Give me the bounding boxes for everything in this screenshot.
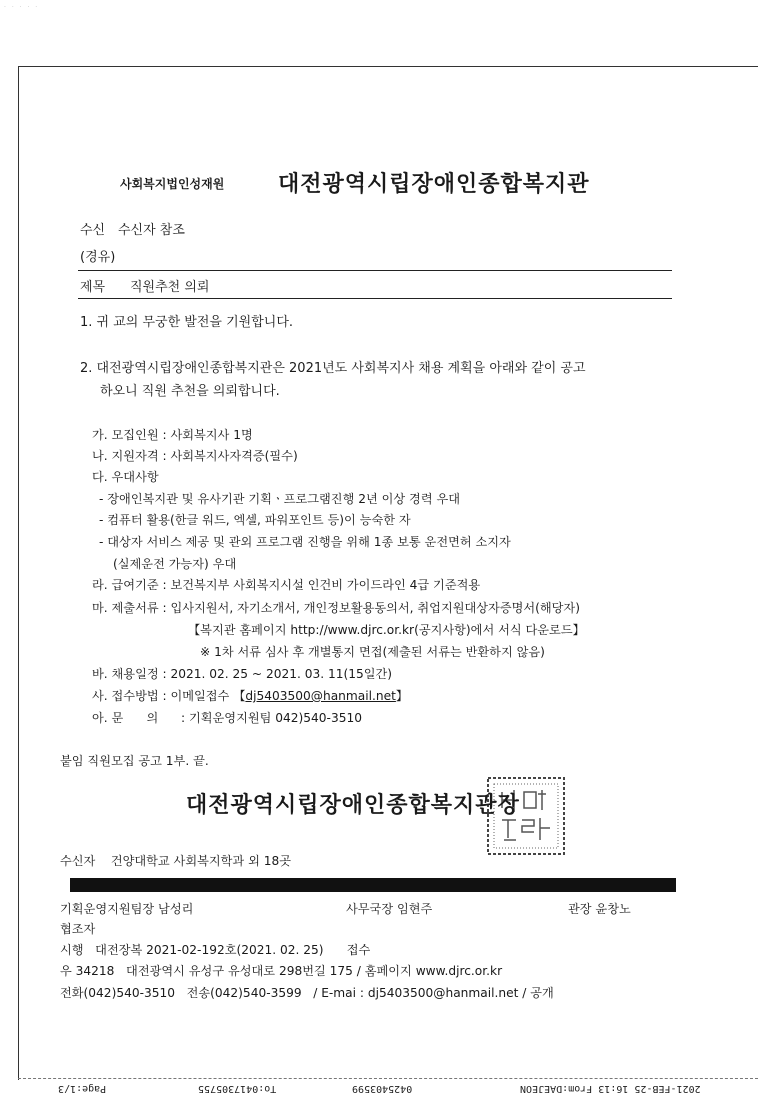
recipient-list: 수신자 건양대학교 사회복지학과 외 18곳 bbox=[60, 854, 291, 868]
meta-divider bbox=[78, 270, 672, 271]
item-sa bbox=[92, 687, 408, 704]
organization-title: 대전광역시립장애인종합복지관 bbox=[278, 172, 590, 197]
item-ba: 바. 채용일정 : 2021. 02. 25 ~ 2021. 03. 11(15일간) bbox=[92, 667, 393, 681]
paragraph-1: 1. 귀 교의 무궁한 발전을 기원합니다. bbox=[80, 315, 294, 330]
recipient-label: 수신 bbox=[80, 223, 106, 238]
email-link[interactable]: dj5403500@hanmail.net bbox=[245, 689, 396, 703]
item-ga: 가. 모집인원 : 사회복지사 1명 bbox=[92, 428, 253, 442]
item-ra: 라. 급여기준 : 보건복지부 사회복지시설 인건비 가이드라인 4급 기준적용 bbox=[92, 578, 481, 592]
institution-director-signature: 대전광역시립장애인종합복지관장 bbox=[186, 793, 520, 818]
scan-artifact: · · · · · bbox=[4, 4, 40, 11]
item-da-3: - 대상자 서비스 제공 및 관외 프로그램 진행을 위해 1종 보통 운전면허 소지자 bbox=[99, 535, 511, 549]
item-ma-2: 【복지관 홈페이지 http://www.djrc.or.kr(공지사항)에서 서식 다운로드】 bbox=[188, 623, 585, 637]
item-a-value: : 기획운영지원팀 042)540-3510 bbox=[181, 711, 362, 725]
paragraph-2-line-2: 하오니 직원 추천을 의뢰합니다. bbox=[100, 384, 280, 399]
foundation-name: 사회복지법인성재원 bbox=[120, 177, 225, 191]
item-na: 나. 지원자격 : 사회복지사자격증(필수) bbox=[92, 449, 298, 463]
fax-from-number: 0425403599 bbox=[352, 1083, 413, 1094]
paragraph-2-line-1: 2. 대전광역시립장애인종합복지관은 2021년도 사회복지사 채용 계획을 아래와 같이 공고 bbox=[80, 361, 586, 376]
contact-line: 전화(042)540-3510 전송(042)540-3599 / E-mai : dj5403500@hanmail.net / 공개 bbox=[60, 986, 554, 1000]
document-frame-left bbox=[18, 66, 19, 1080]
item-da: 다. 우대사항 bbox=[92, 470, 159, 484]
cooperator-label: 협조자 bbox=[60, 922, 96, 936]
enforcement-line: 시행 대전장복 2021-02-192호(2021. 02. 25) 접수 bbox=[60, 943, 371, 957]
item-ma-3: ※ 1차 서류 심사 후 개별통지 면접(제출된 서류는 반환하지 않음) bbox=[200, 645, 545, 659]
fax-to-number: To:0417305755 bbox=[198, 1083, 277, 1094]
redaction-bar bbox=[70, 878, 676, 892]
attachment-note: 붙임 직원모집 공고 1부. 끝. bbox=[60, 754, 209, 768]
subject-divider bbox=[78, 298, 672, 299]
document-frame-bottom bbox=[18, 1078, 758, 1079]
via-label: (경유) bbox=[80, 250, 116, 265]
approval-team-lead: 기획운영지원팀장 남성리 bbox=[60, 902, 194, 916]
item-ma-1: 마. 제출서류 : 입사지원서, 자기소개서, 개인정보활용동의서, 취업지원대상자증명서(해당자) bbox=[92, 601, 580, 615]
subject-value: 직원추천 의뢰 bbox=[130, 280, 210, 295]
fax-page-number: Page:1/3 bbox=[58, 1083, 107, 1094]
item-da-3b: (실제운전 가능자) 우대 bbox=[113, 557, 237, 571]
approval-secretary-general: 사무국장 임현주 bbox=[346, 902, 433, 916]
recipient-value: 수신자 참조 bbox=[118, 223, 185, 238]
item-sa-prefix: 사. 접수방법 : 이메일접수 【 bbox=[92, 689, 246, 703]
item-da-1: - 장애인복지관 및 유사기관 기획ㆍ프로그램진행 2년 이상 경력 우대 bbox=[99, 492, 461, 506]
item-da-2: - 컴퓨터 활용(한글 워드, 엑셀, 파워포인트 등)이 능숙한 자 bbox=[99, 513, 411, 527]
subject-label: 제목 bbox=[80, 280, 106, 295]
approval-director: 관장 윤창노 bbox=[568, 902, 631, 916]
fax-timestamp: 2021-FEB-25 16:13 From:DAEJEON bbox=[520, 1083, 701, 1094]
item-sa-suffix: 】 bbox=[395, 689, 409, 703]
item-a-label: 아. 문 의 bbox=[92, 711, 159, 725]
document-frame-top bbox=[18, 66, 758, 67]
address-line: 우 34218 대전광역시 유성구 유성대로 298번길 175 / 홈페이지 www.djrc.or.kr bbox=[60, 964, 503, 978]
